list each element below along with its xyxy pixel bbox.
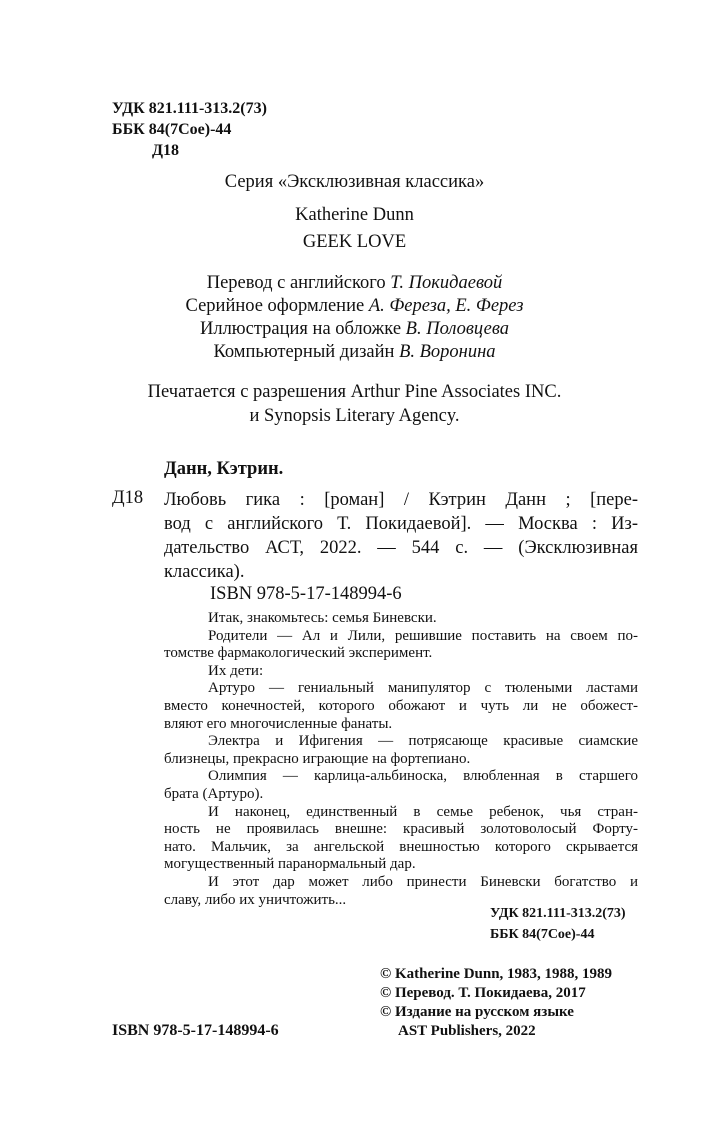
credits-block xyxy=(0,272,709,364)
catalog-mark: Д18 xyxy=(112,488,144,508)
annotation-line: Итак, знакомьтесь: семья Биневски. xyxy=(208,610,437,626)
original-title: GEEK LOVE xyxy=(302,232,407,252)
copyright-line: © Издание на русском языке xyxy=(380,1004,574,1020)
bbk-code-bottom: ББК 84(7Сое)-44 xyxy=(490,927,595,942)
classification-codes xyxy=(112,98,267,161)
udk-code-bottom: УДК 821.111-313.2(73) xyxy=(490,906,626,921)
credit-series-design: Серийное оформление А. Фереза, Е. Ферез xyxy=(185,296,524,316)
permission-line: Печатается с разрешения Arthur Pine Associates INC. xyxy=(147,382,562,402)
permission-note xyxy=(0,380,709,428)
annotation-line: вместо конечностей, которого обожают и чуть ли не обожест- xyxy=(164,697,638,714)
annotation-line: И наконец, единственный в семье ребенок, чья стран- xyxy=(208,803,638,820)
original-author: Katherine Dunn xyxy=(295,205,414,225)
catalog-line: Любовь гика : [роман] / Кэтрин Данн ; [пере- xyxy=(164,490,638,510)
copyright-block xyxy=(380,965,612,1041)
copyright-line: AST Publishers, 2022 xyxy=(398,1023,536,1039)
annotation-line: нато. Мальчик, за ангельской внешностью которого скрывается xyxy=(164,838,638,855)
isbn-bottom: ISBN 978-5-17-148994-6 xyxy=(112,1022,279,1039)
annotation-line: Родители — Ал и Лили, решившие поставить на своем по- xyxy=(208,627,638,644)
permission-line: и Synopsis Literary Agency. xyxy=(249,406,460,426)
copyright-line: © Перевод. Т. Покидаева, 2017 xyxy=(380,985,586,1001)
catalog-line: дательство АСТ, 2022. — 544 с. — (Эксклюзивная xyxy=(164,538,638,558)
annotation-line: славу, либо их уничтожить... xyxy=(164,891,347,908)
annotation-line: близнецы, прекрасно играющие на фортепиано. xyxy=(164,750,471,767)
annotation xyxy=(164,610,638,909)
author-mark: Д18 xyxy=(152,142,180,159)
classification-codes-bottom xyxy=(490,903,626,945)
catalog-line: вод с английского Т. Покидаевой]. — Москва : Из- xyxy=(164,514,638,534)
annotation-line: И этот дар может либо принести Биневски богатство и xyxy=(208,873,638,890)
annotation-line: вляют его многочисленные фанаты. xyxy=(164,715,393,732)
series-line: Серия «Эксклюзивная классика» xyxy=(224,172,485,192)
annotation-line: томстве фармакологический эксперимент. xyxy=(164,645,433,662)
credit-translation: Перевод с английского Т. Покидаевой xyxy=(206,273,503,293)
annotation-line: Олимпия — карлица-альбиноска, влюбленная в старшего xyxy=(208,768,638,785)
annotation-line: могущественный паранормальный дар. xyxy=(164,856,416,873)
catalog-description xyxy=(164,488,638,584)
bbk-code: ББК 84(7Сое)-44 xyxy=(112,121,232,138)
credit-computer-design: Компьютерный дизайн В. Воронина xyxy=(213,342,496,362)
annotation-line: Артуро — гениальный манипулятор с тюлеными ластами xyxy=(208,680,638,697)
catalog-line: классика). xyxy=(164,562,245,582)
annotation-line: ность не проявилась внешне: красивый золотоволосый Форту- xyxy=(164,821,638,838)
catalog-author-heading: Данн, Кэтрин. xyxy=(164,459,284,479)
udk-code: УДК 821.111-313.2(73) xyxy=(112,100,267,117)
copyright-line: © Katherine Dunn, 1983, 1988, 1989 xyxy=(380,966,613,982)
annotation-line: брата (Артуро). xyxy=(164,785,264,802)
catalog-isbn: ISBN 978-5-17-148994-6 xyxy=(210,584,402,604)
credit-cover-illustration: Иллюстрация на обложке В. Половцева xyxy=(199,319,510,339)
annotation-line: Электра и Ифигения — потрясающе красивые сиамские xyxy=(208,733,638,750)
annotation-line: Их дети: xyxy=(208,662,264,679)
